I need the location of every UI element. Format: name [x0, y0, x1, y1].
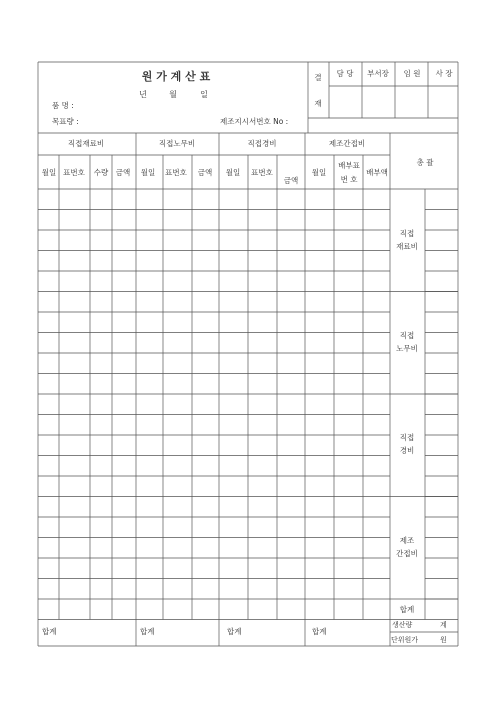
- footer-total-material: 합계: [42, 627, 57, 636]
- col-labor-amount: 금액: [197, 168, 213, 177]
- summary-expense-line1: 직접: [399, 433, 415, 442]
- col-overhead-alloc-amount: 배부액: [366, 168, 388, 177]
- group-header-summary: 총 괄: [416, 158, 434, 167]
- group-header-overhead: 제조간접비: [328, 139, 366, 148]
- summary-material-line2: 재료비: [396, 242, 418, 251]
- group-header-direct-material: 직접재료비: [67, 139, 105, 148]
- target-quantity-label: 목표량 :: [52, 117, 79, 126]
- approval-role-manager: 부서장: [367, 69, 389, 78]
- summary-labor-line2: 노무비: [396, 344, 418, 353]
- unit-cost-label: 단위원가: [391, 636, 419, 644]
- col-overhead-alloc-form: 배부표: [338, 161, 360, 170]
- col-overhead-date: 월일: [311, 168, 327, 177]
- footer-total-expense: 합계: [227, 627, 242, 636]
- form-title: 원 가 계 산 표: [141, 70, 211, 83]
- approval-side-label-bottom: 재: [314, 99, 322, 108]
- group-header-direct-expense: 직접경비: [247, 139, 277, 148]
- col-labor-form-no: 표번호: [165, 168, 187, 177]
- col-expense-form-no: 표번호: [251, 168, 273, 177]
- production-qty-label: 생산량: [392, 621, 413, 629]
- summary-overhead-line1: 제조: [399, 536, 415, 545]
- summary-expense-line2: 경비: [399, 446, 415, 455]
- approval-role-president: 사 장: [435, 69, 453, 78]
- col-material-form-no: 표번호: [63, 168, 85, 177]
- summary-total-label: 합계: [399, 605, 415, 614]
- summary-overhead-line2: 간접비: [396, 549, 418, 558]
- footer-total-labor: 합계: [140, 627, 155, 636]
- col-labor-date: 월일: [140, 168, 156, 177]
- col-expense-date: 월일: [225, 168, 241, 177]
- summary-labor-line1: 직접: [399, 331, 415, 340]
- col-overhead-alloc-number: 번 호: [340, 175, 358, 184]
- production-qty-unit: 계: [440, 621, 447, 629]
- footer-total-overhead: 합계: [312, 627, 327, 636]
- date-month-label: 월: [169, 90, 177, 99]
- summary-material-line1: 직접: [399, 229, 415, 238]
- group-header-direct-labor: 직접노무비: [158, 139, 196, 148]
- approval-side-label-top: 결: [314, 73, 322, 82]
- approval-role-staff: 담 당: [336, 69, 354, 78]
- order-number-label: 제조지시서번호 No :: [220, 117, 289, 126]
- col-expense-amount: 금액: [283, 176, 299, 185]
- date-day-label: 일: [200, 90, 208, 99]
- col-material-amount: 금액: [115, 168, 131, 177]
- item-name-label: 품 명 :: [52, 101, 74, 110]
- col-material-quantity: 수량: [93, 168, 109, 177]
- date-year-label: 년: [139, 90, 147, 99]
- col-material-date: 월일: [41, 168, 57, 177]
- unit-cost-unit: 원: [440, 636, 447, 644]
- approval-role-executive: 임 원: [403, 69, 421, 78]
